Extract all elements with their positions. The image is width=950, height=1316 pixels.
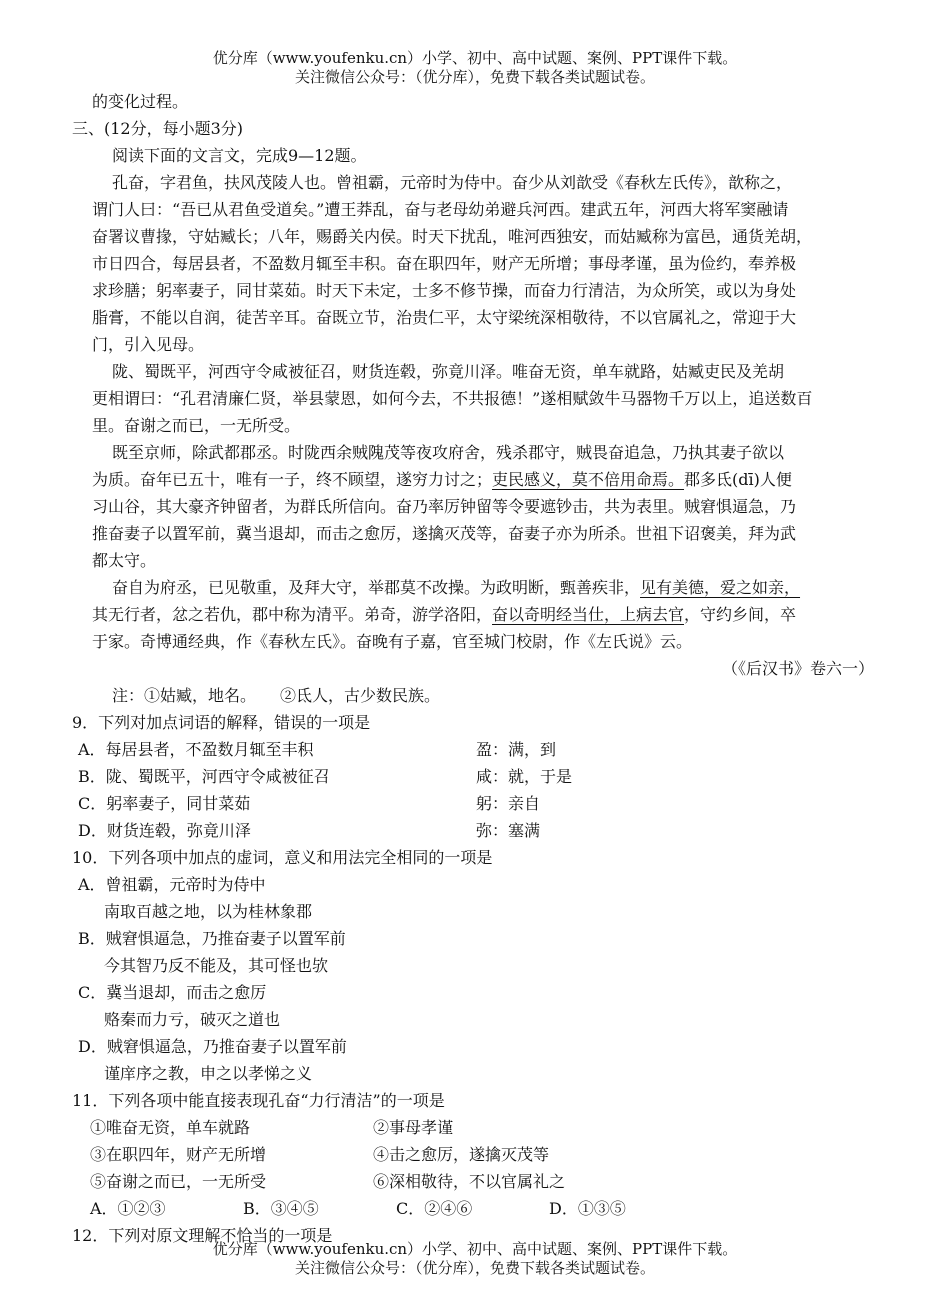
q9-option-a [72,736,882,763]
passage-text: ，守约乡间，卒 [684,605,797,624]
passage-line: 既至京师，除武都郡丞。时陇西余贼隗茂等夜攻府舍，残杀郡守，贼畏奋追急，乃执其妻子欲以 [112,443,785,462]
passage-line: 推奋妻子以置军前，冀当退却，而击之愈厉，遂擒灭茂等，奋妻子亦为所杀。世祖下诏褒美，拜为武 [92,524,797,543]
passage-paragraph-4 [92,574,882,655]
q10-option-b: B．贼窘惧逼急，乃推奋妻子以置军前 [78,929,346,948]
q11-choice-d: D．①③⑤ [549,1199,626,1218]
passage-line: 更相谓曰：“孔君清廉仁贤，举县蒙恩，如何今去，不共报德！”遂相赋敛牛马器物千万以上，追送数百 [92,389,813,408]
passage-paragraph-2 [92,358,882,439]
option-gloss: 弥：塞满 [476,821,541,840]
option-gloss: 咸：就，于是 [476,767,573,786]
q11-choice-a: A．①②③ [90,1199,166,1218]
passage-line: 习山谷，其大豪齐钟留者，为群氐所信向。奋乃率厉钟留等令要遮钞击，共为表里。贼窘惧逼急，乃 [92,497,797,516]
passage-line: 于家。奇博通经典，作《春秋左氏》。奋晚有子嘉，官至城门校尉，作《左氏说》云。 [92,632,693,651]
q11-item: ⑤奋谢之而已，一无所受 [90,1172,267,1191]
document-body [72,88,882,1249]
passage-text: 郡多氐(dī)人便 [684,470,792,489]
question-9 [72,709,882,844]
q11-item: ④击之愈厉，遂擒灭茂等 [373,1145,550,1164]
passage-line: 求珍膳；躬率妻子，同甘菜茹。时天下未定，士多不修节操，而奋力行清洁，为众所笑，或以为身处 [92,281,797,300]
q10-option-c: C．冀当退却，而击之愈厉 [78,983,267,1002]
section-heading: 三、(12分，每小题3分) [72,119,244,138]
option-gloss: 躬：亲自 [476,794,541,813]
q11-choices [72,1195,882,1222]
passage-line: 都太守。 [92,551,157,570]
intro-tail: 的变化过程。 [92,92,189,111]
option-text: D．财货连毂，弥竟川泽 [78,821,251,840]
question-10 [72,844,882,1087]
q10-option-d-compare: 谨庠序之教，申之以孝悌之义 [104,1064,313,1083]
q11-choice-c: C．②④⑥ [396,1199,473,1218]
q11-items-row [72,1114,882,1141]
underlined-sentence: 奋以奇明经当仕，上病去官 [492,605,685,624]
q10-option-a-compare: 南取百越之地，以为桂林象郡 [104,902,313,921]
passage-text: 奋自为府丞，已见敬重，及拜大守，举郡莫不改操。为政明断，甄善疾非， [112,578,641,597]
passage-line [92,574,882,601]
question-stem: 9．下列对加点词语的解释，错误的一项是 [72,713,371,732]
passage-line: 市日四合，每居县者，不盈数月辄至丰积。奋在职四年，财产无所增；事母孝谨，虽为俭约，奉养极 [92,254,797,273]
q11-item: ③在职四年，财产无所增 [90,1145,267,1164]
question-stem: 11．下列各项中能直接表现孔奋“力行清洁”的一项是 [72,1091,445,1110]
passage-paragraph-3 [92,439,882,574]
question-11 [72,1087,882,1222]
underlined-sentence: 见有美德，爱之如亲， [640,578,801,597]
footnotes: 注：①姑臧，地名。 ②氐人，古少数民族。 [112,686,441,705]
page-footer [0,1240,950,1278]
passage-paragraph-1 [92,169,882,358]
footer-line-1: 优分库（www.youfenku.cn）小学、初中、高中试题、案例、PPT课件下载。 [212,1240,738,1258]
q11-item: ②事母孝谨 [373,1118,454,1137]
passage-line: 里。奋谢之而已，一无所受。 [92,416,301,435]
passage-line: 孔奋，字君鱼，扶风茂陵人也。曾祖霸，元帝时为侍中。奋少从刘歆受《春秋左氏传》，歆称之， [112,173,793,192]
passage-line: 谓门人曰：“吾已从君鱼受道矣。”遭王莽乱，奋与老母幼弟避兵河西。建武五年，河西大将军窦融请 [92,200,789,219]
q9-option-c [72,790,882,817]
q10-option-b-compare: 今其智乃反不能及，其可怪也欤 [104,956,329,975]
option-text: B．陇、蜀既平，河西守令咸被征召 [78,767,330,786]
passage-line: 陇、蜀既平，河西守令咸被征召，财货连毂，弥竟川泽。唯奋无资，单车就路，姑臧吏民及羌胡 [112,362,785,381]
q9-option-b [72,763,882,790]
question-stem: 10．下列各项中加点的虚词，意义和用法完全相同的一项是 [72,848,493,867]
q10-option-a: A．曾祖霸，元帝时为侍中 [78,875,266,894]
passage-line: 门，引入见母。 [92,335,205,354]
q11-choice-b: B．③④⑤ [243,1199,319,1218]
option-text: A．每居县者，不盈数月辄至丰积 [78,740,314,759]
option-text: C．躬率妻子，同甘菜茹 [78,794,251,813]
source-citation: （《后汉书》卷六一） [721,659,874,678]
question-stem: 12．下列对原文理解不恰当的一项是 [72,1226,333,1245]
q10-option-d: D．贼窘惧逼急，乃推奋妻子以置军前 [78,1037,347,1056]
option-gloss: 盈：满，到 [476,740,557,759]
header-line-1: 优分库（www.youfenku.cn）小学、初中、高中试题、案例、PPT课件下载。 [212,49,738,67]
q11-item: ⑥深相敬待，不以官属礼之 [373,1172,566,1191]
passage-text: 为质。奋年已五十，唯有一子，终不顾望，遂穷力讨之； [92,470,493,489]
q10-option-c-compare: 赂秦而力亏，破灭之道也 [104,1010,281,1029]
passage-text: 其无行者，忿之若仇，郡中称为清平。弟奇，游学洛阳， [92,605,493,624]
passage-line: 脂膏，不能以自润，徒苦辛耳。奋既立节，治贵仁平，太守梁统深相敬待，不以官属礼之，常迎于大 [92,308,797,327]
passage-line [92,466,882,493]
passage-line [92,601,882,628]
header-line-2: 关注微信公众号：（优分库），免费下载各类试题试卷。 [294,68,655,86]
q11-items-row [72,1141,882,1168]
footer-line-2: 关注微信公众号：（优分库），免费下载各类试题试卷。 [294,1259,655,1277]
q11-items-row [72,1168,882,1195]
q9-option-d [72,817,882,844]
page-header [0,49,950,87]
underlined-sentence: 吏民感义，莫不倍用命焉。 [492,470,685,489]
q11-item: ①唯奋无资，单车就路 [90,1118,251,1137]
passage-line: 奋署议曹掾，守姑臧长；八年，赐爵关内侯。时天下扰乱，唯河西独安，而姑臧称为富邑，通货羌胡， [92,227,813,246]
section-instruction: 阅读下面的文言文，完成9—12题。 [112,146,367,165]
